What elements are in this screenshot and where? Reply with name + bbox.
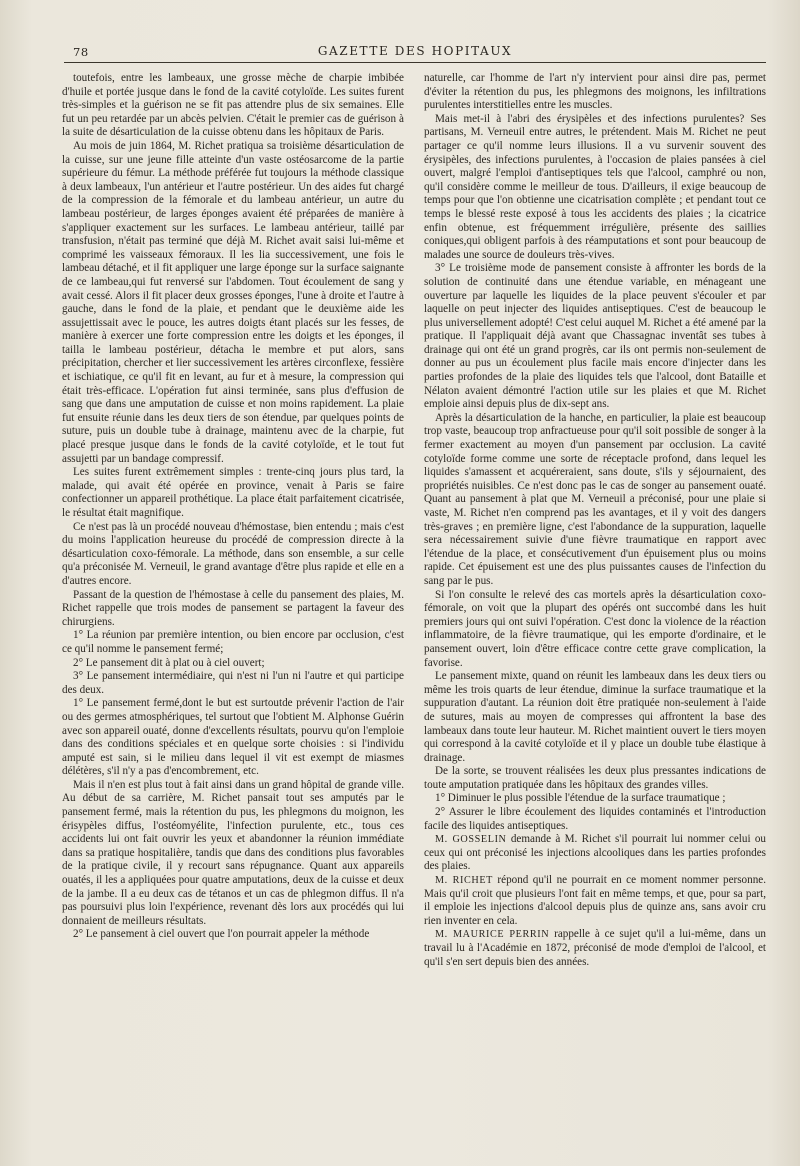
page-header — [64, 40, 766, 63]
paragraph — [62, 629, 404, 656]
paragraph-text: Passant de la question de l'hémostase à celle du pansement des plaies, M. Richet rappelle que trois modes de pansement se partagent la faveur des chirurgiens. — [62, 588, 404, 628]
paragraph-text: Mais il n'en est plus tout à fait ainsi dans un grand hôpital de grande ville. Au début de sa carrière, M. Richet pansait tout ses amputés par le pansement fermé, mais la rétention du pus, les phlegmons du moignon, les érisypèles diffus, l'ostéomyélite, l'infection purulente, etc., tous ces accidents lui ont fait ouvrir les yeux et abandonner la réunion immédiate dans sa pratique hospitalière, tandis que dans des conditions plus favorables de la pratique civile, il y recourt sans répugnance. Quant aux appareils ouatés, il les a appliquées pour quatre amputations, deux de la cuisse et deux de la jambe. Il a eu deux cas de tétanos et un cas de phlegmon diffus. Il n'a pas poursuivi plus loin l'expérience, revenant dès lors aux procédés qui lui donnaient de meilleurs résultats. — [62, 778, 404, 927]
paragraph-text: demande à M. Richet s'il pourrait lui nommer celui ou ceux qui ont préconisé les injections alcooliques dans les parties profondes des plaies. — [424, 833, 766, 873]
paragraph-text: 2° Assurer le libre écoulement des liquides contaminés et l'introduction facile des liquides antiseptiques. — [424, 806, 766, 832]
paragraph — [62, 521, 404, 589]
paragraph — [424, 589, 766, 671]
paragraph — [424, 806, 766, 833]
paragraph — [424, 670, 766, 765]
paragraph — [62, 697, 404, 779]
paragraph — [62, 657, 404, 671]
paragraph — [424, 72, 766, 113]
right-text-column — [424, 72, 766, 1152]
paragraph-text: toutefois, entre les lambeaux, une grosse mèche de charpie imbibée d'huile et portée jusque dans le fond de la cavité cotyloïde. Les suites furent très-simples et la guérison ne se fit pas attendre plus de six semaines. Elle fut un peu retardée par un abcès pelvien. C'était le premier cas de guérison à la suite de désarticulation de la cuisse obtenu dans les hôpitaux de Paris. — [62, 72, 404, 139]
paragraph — [424, 928, 766, 969]
paragraph-text: 1° Diminuer le plus possible l'étendue de la surface traumatique ; — [435, 792, 726, 805]
paragraph-text: Après la désarticulation de la hanche, en particulier, la plaie est beaucoup trop vaste, beaucoup trop anfractueuse pour qu'il soit possible de songer à la fermer exactement au moyen d'un pansement par occlusion. La cavité cotyloïde forme comme une sorte de réceptacle profond, dans lequel les liquides s'amassent et acquéreraient, sans doute, s'ils y séjournaient, des propriétés nuisibles. Ce n'est donc pas le cas de songer au pansement ouaté. Quant au pansement à plat que M. Verneuil a préconisé, pour une plaie si vaste, M. Richet n'en comprend pas les avantages, et il y voit des dangers très-graves ; en première ligne, c'est l'abondance de la suppuration, laquelle sera nécessairement suivie d'une fièvre traumatique en rapport avec l'étendue de la place, et consécutivement d'un épuisement plus ou moins rapide. Cet épuisement est une des plus puissantes causes de l'infection du sang par le pus. — [424, 411, 766, 587]
paragraph-text: Au mois de juin 1864, M. Richet pratiqua sa troisième désarticulation de la cuisse, sur une jeune fille atteinte d'un vaste ostéosarcome de la partie supérieure du fémur. La méthode préférée fut toujours la méthode classique à deux lambeaux, l'un antérieur et l'autre postérieur. Un des aides fut chargé de la compression de la fémorale et du lambeau antérieur, un autre du lambeau postérieur, de larges éponges avaient été préparées de manière à s'appliquer exactement sur les surfaces. Le lambeau antérieur, taillé par transfusion, n'était pas terminé que déjà M. Richet avait saisi lui-même et comprimé les vaisseaux fémoraux. Il les lia successivement, une fois le lambeau détaché, et il fit appliquer une large éponge sur la surface saignante de ce lambeau,qui fut renversé sur l'abdomen. Tout écoulement de sang y avait cessé. Alors il fit placer deux grosses éponges, l'une à droite et l'autre à gauche, dans le fond de la plaie, et pendant que le deuxième aide les assujettissait avec le pouce, les autres doigts étant placés sur les fesses, de manière à exercer une forte compression entre les doigts et les éponges, il tailla le lambeau postérieur, détacha le membre et put alors, sans précipitation, chercher et lier successivement les artères circonflexe, fessière et ischiatique, ce qu'il fit en levant, au fur et à mesure, la compression qui était très-efficace. L'opération fut ainsi terminée, sans plus d'effusion de sang que dans une amputation de cuisse et non moins rapidement. La plaie fut ensuite réunie dans les deux tiers de son étendue, par quelques points de suture, puis un double tube à drainage, maintenu avec de la charpie, fut placé presque jusque dans le fonds de la cavité cotyloïde, et le tout fut assujetti par un bandage compressif. — [62, 139, 404, 465]
paragraph-text: 3° Le troisième mode de pansement consiste à affronter les bords de la solution de continuité dans une étendue variable, en ménageant une ouverture par laquelle les liquides de la place peuvent s'écouler et par laquelle on peut injecter des liquides antiseptiques. C'est de beaucoup le plus universellement adopté! C'est celui auquel M. Richet a été amené par la pratique. Il l'appliquait déjà avant que Chassagnac inventât ses tubes à drainage qui ont été un grand progrès, car ils ont permis non-seulement de donner au pus un écoulement plus facile mais encore d'injecter dans les parties profondes de la plaie des liquides tels que l'alcool, dont Bataille et Nélaton avaient démontré l'action utile sur les plaies et que M. Richet emploie ainsi depuis plus de dix-sept ans. — [424, 262, 766, 411]
paragraph-text: De la sorte, se trouvent réalisées les deux plus pressantes indications de toute amputation pratiquée dans les hôpitaux des grandes villes. — [424, 765, 766, 791]
paragraph-text: rappelle à ce sujet qu'il a lui-même, dans un travail lu à l'Académie en 1872, préconisé de mode d'emploi de l'alcool, et qu'il s'en sert depuis bien des années. — [424, 928, 766, 968]
paragraph — [62, 928, 404, 942]
speaker-name: M. RICHET — [435, 875, 493, 887]
speaker-name: M. MAURICE PERRIN — [435, 929, 550, 941]
paragraph-text: Ce n'est pas là un procédé nouveau d'hémostase, bien entendu ; mais c'est du moins l'application heureuse du procédé de compression directe à la désarticulation coxo-fémorale. La méthode, dans son ensemble, a sur celle qu'a préconisée M. Verneuil, le grand avantage d'être plus rapide et elle en a d'autres encore. — [62, 520, 404, 587]
paragraph-text: 2° Le pansement dit à plat ou à ciel ouvert; — [73, 656, 265, 669]
paragraph-text: 1° La réunion par première intention, ou bien encore par occlusion, c'est ce qu'il nomme le pansement fermé; — [62, 629, 404, 655]
paragraph-text: naturelle, car l'homme de l'art n'y intervient pour ainsi dire pas, permet d'éviter la rétention du pus, les phlegmons des moignons, les infiltrations purulentes interstitielles entre les muscles. — [424, 72, 766, 112]
running-title: GAZETTE DES HOPITAUX — [317, 44, 513, 58]
page-number: 78 — [73, 45, 89, 59]
paragraph — [62, 466, 404, 520]
paragraph — [62, 670, 404, 697]
paragraph-text: Si l'on consulte le relevé des cas mortels après la désarticulation coxo-fémorale, on voit que la plupart des opérés ont succombé dans les huit premiers jours qui ont suivi l'opération. C'est donc la violence de la réaction inflammatoire, de la fièvre traumatique, qui les emporte d'ordinaire, et le pansement ouvert, loin d'être efficace contre cette grave complication, la favorise. — [424, 588, 766, 669]
paragraph — [424, 874, 766, 928]
paragraph-text: 3° Le pansement intermédiaire, qui n'est ni l'un ni l'autre et qui participe des deux. — [62, 670, 404, 696]
paragraph — [424, 113, 766, 263]
paragraph-text: répond qu'il ne pourrait en ce moment nommer personne. Mais qu'il croit que plusieurs l'ont fait en même temps, et que, pour sa part, il emploie les injections d'alcool depuis plus de quinze ans, sans avoir cru rien inventer en cela. — [424, 874, 766, 927]
paragraph — [424, 262, 766, 412]
paragraph-text: Les suites furent extrêmement simples : trente-cinq jours plus tard, la malade, qui avait été opérée en province, venait à Paris se faire confectionner un appareil prothétique. La place était parfaitement cicatrisée, le résultat était magnifique. — [62, 466, 404, 519]
paragraph-text: 1° Le pansement fermé,dont le but est surtoutde prévenir l'action de l'air ou des germes atmosphériques, tel surtout que l'obtient M. Alphonse Guérin avec son appareil ouaté, donne d'excellents résultats, pourvu qu'on l'emploie dans des conditions spéciales et en quelque sorte choisies : si l'individu amputé est sain, si le milieu dans lequel il vit est exempt de miasmes délétères, s'il n'y a pas d'encombrement, etc. — [62, 697, 404, 778]
paragraph — [424, 412, 766, 589]
left-text-column — [62, 72, 404, 1152]
paragraph — [424, 765, 766, 792]
speaker-name: M. GOSSELIN — [435, 834, 507, 846]
paragraph — [62, 589, 404, 630]
paragraph — [62, 140, 404, 466]
paragraph-text: Mais met-il à l'abri des érysipèles et des infections purulentes? Ses partisans, M. Verneuil entre autres, le prétendent. Mais M. Richet ne peut partager ce qu'il nomme leurs illusions. Il a vu survenir souvent des érysipèles, des infections purulentes, à l'occasion de plaies pansées à ciel ouvert, malgré l'emploi d'antiseptiques tels que l'alcool, camphré ou non, qu'il considère comme le meilleur de tous. D'ailleurs, il exige beaucoup de temps pour que l'on obtienne une cicatrisation complète ; et pendant tout ce temps le blessé reste exposé à tous les accidents des plaies ; la cicatrice enfin obtenue, est fréquemment irrégulière, présente des saillies coniques,qui obligent parfois à des réamputations et sont pour beaucoup de malades une source de douleurs très-vives. — [424, 112, 766, 261]
paragraph-text: 2° Le pansement à ciel ouvert que l'on pourrait appeler la méthode — [73, 928, 370, 941]
paragraph — [62, 779, 404, 929]
paragraph — [424, 833, 766, 874]
paragraph-text: Le pansement mixte, quand on réunit les lambeaux dans les deux tiers ou même les trois quarts de leur étendue, diminue la surface traumatique et la suppuration d'autant. La réunion doit être pratiquée non-seulement à l'aide de sutures, mais au moyen de compresses qui affrontent la base des lambeaux dans toute leur hauteur. M. Richet maintient ouvert le tiers moyen qui correspond à la cavité cotyloïde et il y place un double tube élastique à drainage. — [424, 670, 766, 764]
paragraph — [62, 72, 404, 140]
paragraph — [424, 792, 766, 806]
